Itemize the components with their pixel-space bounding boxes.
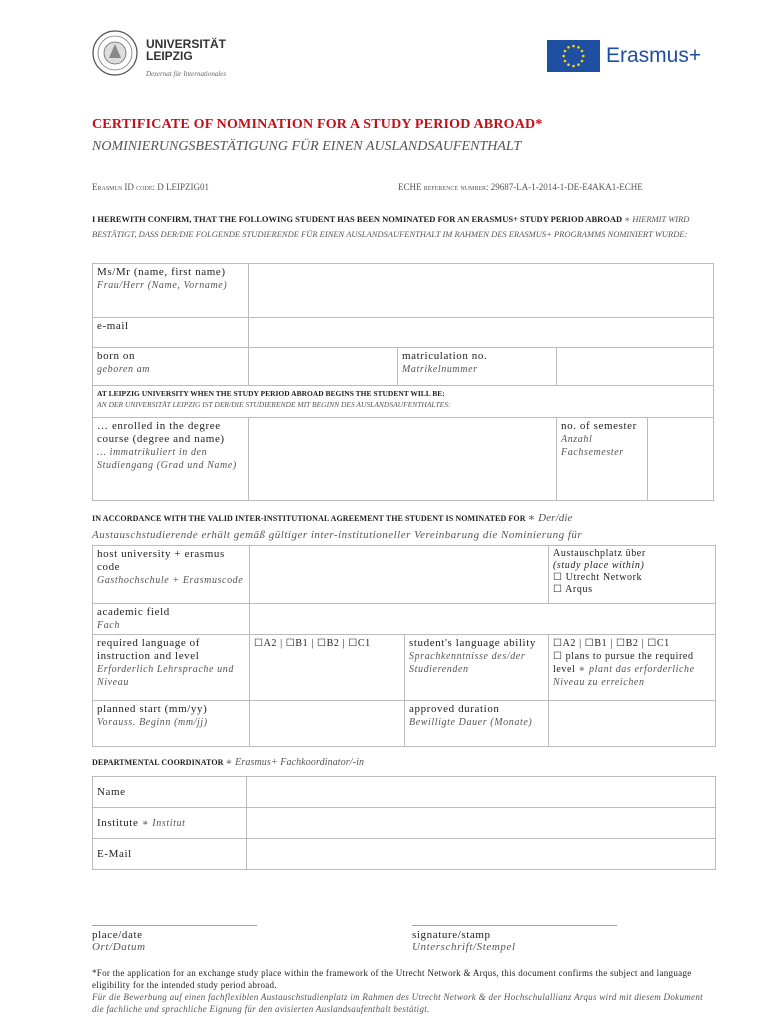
matric-label-de: Matrikelnummer [402,364,478,375]
lang-req-levels[interactable]: ☐A2 | ☐B1 | ☐B2 | ☐C1 [250,635,405,701]
lang-req-label-cell [93,635,250,701]
lang-req-label-de: Erforderlich Lehrsprache und Niveau [97,664,234,688]
document-subtitle: NOMINIERUNGSBESTÄTIGUNG FÜR EINEN AUSLANDSAUFENTHALT [92,139,522,154]
name-label: Ms/Mr (name, first name) [97,266,226,278]
exchange-cell [549,546,716,604]
born-label-de: geboren am [97,364,151,375]
email-label-cell [93,318,249,348]
erasmus-id-value: D LEIPZIG01 [157,182,210,192]
start-label-cell [93,701,250,747]
place-date-label-de: Ort/Datum [92,941,146,953]
host-table [92,545,716,747]
ability-label-de: Sprachkenntnisse des/der Studierenden [409,651,526,675]
university-subline: Dezernat für Internationales [146,70,227,78]
erasmus-id-label: Erasmus ID code: [92,182,156,192]
ability-label: student's language ability [409,637,536,649]
coord-name-label: Name [93,777,247,808]
coord-email-label: E-Mail [93,839,247,870]
eche-reference [398,182,643,192]
field-label: academic field [97,606,170,618]
option-arqus[interactable]: ☐ Arqus [553,584,593,595]
coord-institute-label: Institute [97,816,139,829]
start-label-de: Vorauss. Beginn (mm/jj) [97,717,208,728]
born-label: born on [97,350,136,362]
host-field[interactable] [250,546,549,604]
duration-label-cell [405,701,549,747]
coord-institute-label-de: ∗ Institut [141,817,186,829]
host-label-cell [93,546,250,604]
coordinator-head-en: DEPARTMENTAL COORDINATOR [92,758,224,767]
ability-cell [549,635,716,701]
coord-institute-label-cell [93,808,247,839]
place-date-line: _________________________________ [92,916,257,927]
plans-option[interactable] [553,650,711,689]
university-line2: LEIPZIG [146,49,193,63]
signature-line: _________________________________________ [412,916,617,927]
eche-label: ECHE reference number: [398,182,489,192]
enrolled-label-de: … immatrikuliert in den Studiengang (Grad und Name) [97,447,237,471]
declaration-de: ∗ HIERMIT WIRD BESTÄTIGT, DASS DER/DIE FOLGENDE STUDIERENDE FÜR EINEN AUSLANDSAUFENTHALT IM RAHMEN DES ERASMUS+ PROGRAMMS NOMINIERT WURDE: [92,214,690,239]
semester-cell [557,418,714,501]
lang-req-label: required language of instruction and level [97,637,201,662]
erasmus-logo-text: Erasmus+ [606,44,702,67]
university-seal-icon [92,30,138,76]
semester-field[interactable] [648,418,713,500]
option-utrecht[interactable]: ☐ Utrecht Network [553,572,643,583]
footnote-de: Für die Bewerbung auf einen fachflexiblen Austauschstudienplatz im Rahmen des Utrecht Network & der Hochschulallianz Arqus wird mit diesem Dokument die fachliche und sprachliche Eignung für den avisierten Auslandsaufenthalt bestätigt. [92,992,703,1014]
semester-label: no. of semester [561,420,637,432]
agreement-head-en: IN ACCORDANCE WITH THE VALID INTER-INSTITUTIONAL AGREEMENT THE STUDENT IS NOMINATED FOR [92,514,526,523]
born-field[interactable] [249,348,398,386]
plans-label-de: ∗ plant das erforderliche Niveau zu erreichen [553,664,695,688]
coord-email-field[interactable] [247,839,716,870]
name-label-cell [93,264,249,318]
coordinator-table [92,776,716,870]
field-label-de: Fach [97,620,120,631]
enrolled-field[interactable] [249,418,557,501]
email-field[interactable] [249,318,714,348]
university-line1: UNIVERSITÄT [146,37,227,51]
signature-label-de: Unterschrift/Stempel [412,941,516,953]
leipzig-head-de: AN DER UNIVERSITÄT LEIPZIG IST DER/DIE STUDIERENDE MIT BEGINN DES AUSLANDSAUFENTHALTES: [97,400,451,409]
semester-label-de: Anzahl Fachsemester [561,434,624,458]
duration-label-de: Bewilligte Dauer (Monate) [409,717,533,728]
footnote-en: *For the application for an exchange study place within the framework of the Utrecht Network & Arqus, this document confirms the subject and language eligibility for the intended study period abroad. [92,968,692,990]
duration-label: approved duration [409,703,500,715]
coordinator-head-de: ∗ Erasmus+ Fachkoordinator/-in [225,757,365,768]
personal-table [92,263,714,501]
erasmus-id [92,182,209,192]
enrolled-label: … enrolled in the degree course (degree and name) [97,420,225,445]
document-title: CERTIFICATE OF NOMINATION FOR A STUDY PERIOD ABROAD* [92,117,543,132]
signature-label: signature/stamp [412,929,491,941]
eche-value: 29687-LA-1-2014-1-DE-E4AKA1-ECHE [490,182,643,192]
ability-label-cell [405,635,549,701]
agreement-head-de2: Austauschstudierende erhält gemäß gültiger inter-institutioneller Vereinbarung die Nominierung für [92,529,583,541]
matric-label: matriculation no. [402,350,488,362]
footnote [92,967,707,1015]
start-label: planned start (mm/yy) [97,703,208,715]
name-field[interactable] [249,264,714,318]
university-name [146,38,226,62]
place-date-block [92,929,146,953]
coordinator-head [92,757,364,768]
declaration-en: I HEREWITH CONFIRM, THAT THE FOLLOWING STUDENT HAS BEEN NOMINATED FOR AN ERASMUS+ STUDY PERIOD ABROAD [92,214,623,224]
matric-label-cell [398,348,557,386]
born-label-cell [93,348,249,386]
plans-label: ☐ plans to pursue the required level [553,651,694,675]
eu-flag-icon [547,40,600,72]
email-label: e-mail [97,320,129,332]
ability-levels[interactable]: ☐A2 | ☐B1 | ☐B2 | ☐C1 [553,638,670,649]
exchange-title: Austauschplatz über [553,548,646,559]
coord-name-field[interactable] [247,777,716,808]
host-label-de: Gasthochschule + Erasmuscode [97,575,244,586]
semester-label-box [557,418,648,500]
matric-field[interactable] [557,348,714,386]
agreement-head [92,510,714,544]
name-label-de: Frau/Herr (Name, Vorname) [97,280,228,291]
enrolled-label-cell [93,418,249,501]
field-field[interactable] [250,604,716,635]
exchange-sub: (study place within) [553,560,645,571]
place-date-label: place/date [92,929,143,941]
field-label-cell [93,604,250,635]
leipzig-head: AT LEIPZIG UNIVERSITY WHEN THE STUDY PERIOD ABROAD BEGINS THE STUDENT WILL BE: [97,389,445,398]
declaration [92,212,712,242]
host-label: host university + erasmus code [97,548,225,573]
duration-field[interactable] [549,701,716,747]
leipzig-head-cell [93,386,714,418]
start-field[interactable] [250,701,405,747]
signature-block [412,929,516,953]
agreement-head-de1: ∗ Der/die [527,512,573,524]
coord-institute-field[interactable] [247,808,716,839]
